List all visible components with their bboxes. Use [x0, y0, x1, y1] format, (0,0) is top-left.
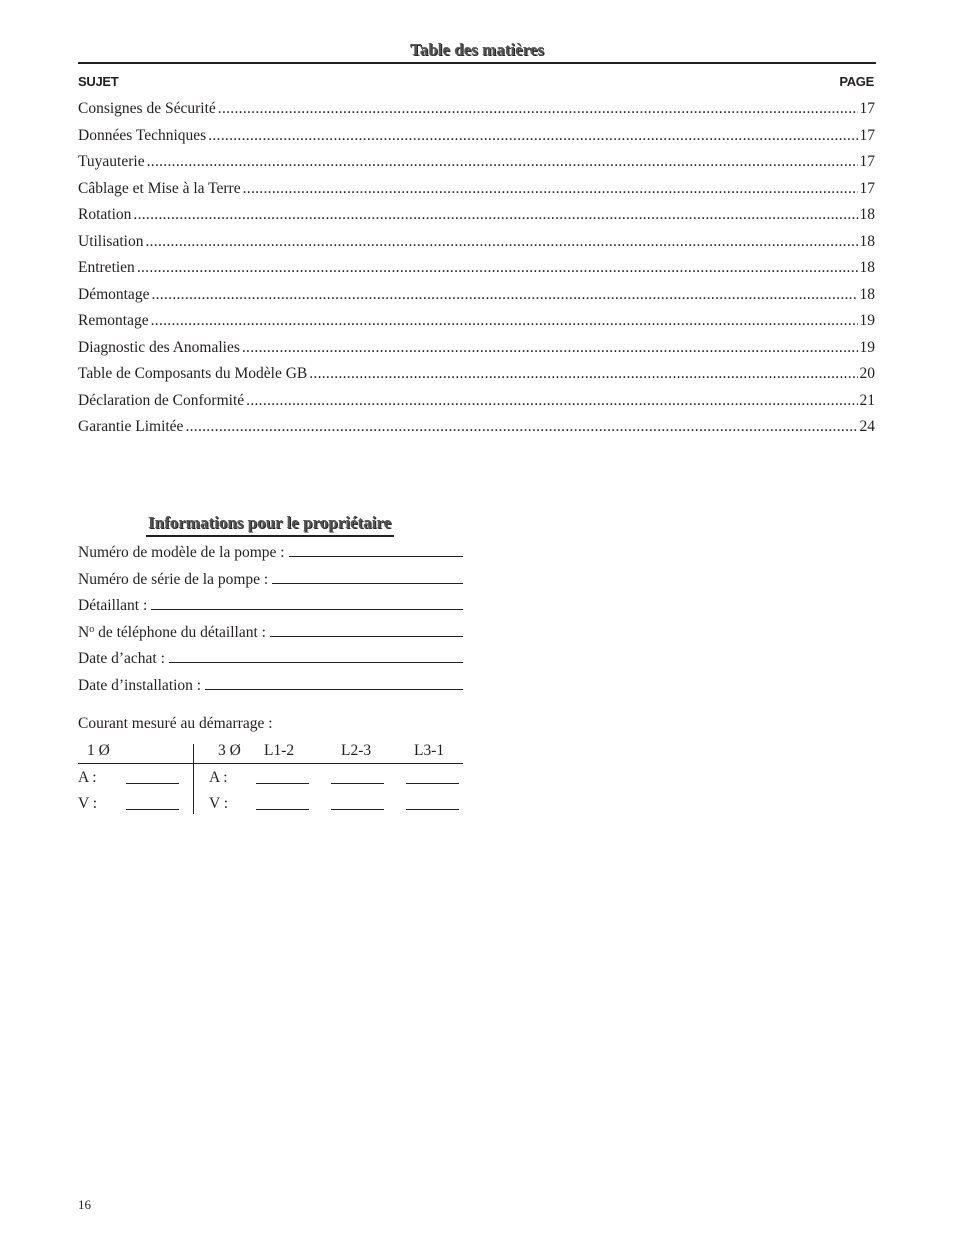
l31-amps-blank[interactable]: [406, 783, 459, 784]
dealer-phone-prefix: N: [78, 623, 90, 641]
page-number: 16: [78, 1197, 91, 1212]
toc-leader-dots: [185, 418, 857, 436]
toc-leader-dots: [151, 286, 857, 304]
toc-entry: [78, 127, 875, 154]
starting-current-table: [78, 740, 463, 815]
dealer-blank[interactable]: [151, 597, 463, 610]
toc-leader-dots: [243, 180, 858, 198]
toc-leader-dots: [137, 259, 858, 277]
dealer-phone-blank[interactable]: [270, 624, 463, 637]
toc-entry-page: 19: [859, 312, 875, 329]
toc-entry-page: 24: [859, 418, 875, 435]
dealer-field[interactable]: [78, 597, 463, 624]
toc-entry-label: Utilisation: [78, 232, 144, 250]
l12-header: L1-2: [264, 742, 295, 759]
single-phase-amps-blank[interactable]: [126, 783, 179, 784]
toc-entry-label: Diagnostic des Anomalies: [78, 338, 240, 356]
dealer-phone-label-rest: de téléphone du détaillant :: [94, 623, 266, 641]
toc-list: [78, 100, 875, 445]
toc-entry-page: 21: [859, 391, 875, 409]
toc-title: Table des matières: [409, 40, 545, 59]
toc-leader-dots: [145, 233, 857, 251]
toc-entry: [78, 233, 875, 260]
toc-leader-dots: [309, 365, 857, 383]
toc-entry-page: 19: [859, 338, 875, 356]
l12-volts-blank[interactable]: [256, 809, 309, 810]
three-phase-header: 3 Ø: [218, 742, 241, 759]
install-date-field[interactable]: [78, 677, 463, 704]
toc-subject-header: SUJET: [78, 74, 119, 89]
toc-entry-label: Tuyauterie: [78, 153, 145, 170]
toc-title-rule: [78, 62, 876, 64]
toc-entry-page: 17: [859, 126, 875, 144]
model-number-label: Numéro de modèle de la pompe :: [78, 544, 285, 561]
purchase-date-label: Date d’achat :: [78, 650, 165, 667]
model-number-field[interactable]: [78, 544, 463, 571]
toc-entry-page: 18: [859, 259, 875, 276]
toc-entry: [78, 312, 875, 339]
toc-entry-page: 20: [859, 365, 875, 382]
serial-number-blank[interactable]: [272, 571, 463, 584]
dealer-phone-label: [78, 624, 266, 642]
toc-entry: [78, 365, 875, 392]
toc-entry-label: Données Techniques: [78, 126, 207, 144]
three-phase-volts-label: V :: [209, 795, 229, 812]
toc-entry-page: 17: [859, 153, 875, 170]
toc-page-header: PAGE: [839, 74, 874, 89]
table-header-rule: [78, 763, 463, 764]
toc-entry: [78, 418, 875, 445]
toc-leader-dots: [218, 100, 858, 118]
purchase-date-blank[interactable]: [169, 650, 463, 663]
toc-entry: [78, 153, 875, 180]
toc-entry-label: Garantie Limitée: [78, 418, 184, 435]
l23-volts-blank[interactable]: [331, 809, 384, 810]
dealer-phone-field[interactable]: [78, 624, 463, 651]
toc-entry: [78, 286, 875, 313]
single-phase-header: 1 Ø: [87, 742, 110, 759]
owner-info-form: [78, 544, 463, 703]
dealer-phone-superscript: o: [89, 623, 95, 635]
toc-leader-dots: [133, 206, 857, 224]
toc-leader-dots: [246, 392, 857, 410]
single-phase-volts-label: V :: [78, 795, 98, 812]
serial-number-field[interactable]: [78, 571, 463, 598]
install-date-label: Date d’installation :: [78, 676, 202, 694]
toc-entry-label: Câblage et Mise à la Terre: [78, 179, 241, 197]
toc-entry-page: 17: [859, 179, 875, 197]
toc-entry: [78, 206, 875, 233]
toc-leader-dots: [147, 153, 858, 171]
toc-entry: [78, 259, 875, 286]
toc-entry: [78, 392, 875, 419]
toc-entry-label: Table de Composants du Modèle GB: [78, 365, 308, 382]
toc-entry-label: Consignes de Sécurité: [78, 100, 216, 117]
l31-volts-blank[interactable]: [406, 809, 459, 810]
serial-number-label: Numéro de série de la pompe :: [78, 570, 269, 588]
owner-info-title: Informations pour le propriétaire: [146, 513, 394, 537]
l12-amps-blank[interactable]: [256, 783, 309, 784]
model-number-blank[interactable]: [289, 544, 463, 557]
l23-header: L2-3: [341, 742, 372, 759]
toc-entry: [78, 339, 875, 366]
toc-entry-label: Remontage: [78, 312, 149, 329]
table-divider: [193, 744, 194, 814]
l23-amps-blank[interactable]: [331, 783, 384, 784]
toc-entry-page: 18: [859, 206, 875, 223]
purchase-date-field[interactable]: [78, 650, 463, 677]
single-phase-volts-blank[interactable]: [126, 809, 179, 810]
toc-entry-label: Rotation: [78, 206, 132, 223]
toc-entry-label: Entretien: [78, 259, 135, 276]
toc-entry-page: 17: [859, 100, 875, 117]
toc-entry-label: Démontage: [78, 285, 150, 303]
single-phase-amps-label: A :: [78, 769, 97, 786]
toc-leader-dots: [242, 339, 858, 357]
dealer-label: Détaillant :: [78, 597, 148, 614]
toc-entry-page: 18: [859, 285, 875, 303]
toc-entry: [78, 180, 875, 207]
toc-entry-label: Déclaration de Conformité: [78, 391, 245, 409]
starting-current-label: Courant mesuré au démarrage :: [78, 715, 273, 732]
toc-leader-dots: [151, 312, 858, 330]
toc-entry: [78, 100, 875, 127]
l31-header: L3-1: [414, 742, 445, 759]
toc-entry-page: 18: [859, 232, 875, 250]
toc-leader-dots: [208, 127, 857, 145]
three-phase-amps-label: A :: [209, 769, 228, 786]
install-date-blank[interactable]: [205, 677, 463, 690]
